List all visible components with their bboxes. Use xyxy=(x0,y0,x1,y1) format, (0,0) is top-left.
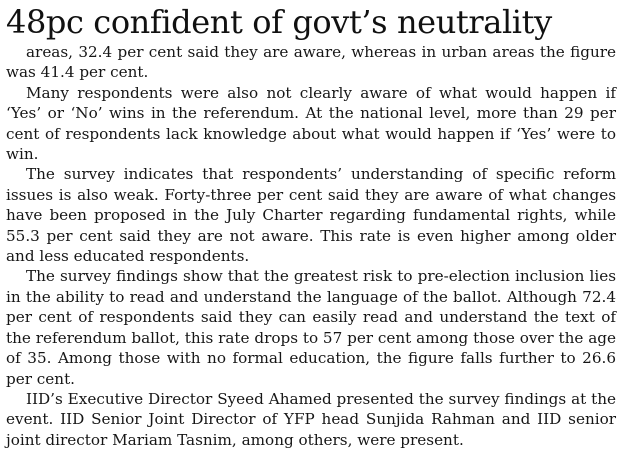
article-paragraph-ballot-literacy: The survey findings show that the greatest risk to pre-election inclusion lies in the ability to read and understand the language of the ballot. Although 72.4 per cent of respondents said they can easily read and understand the text of the referendum ballot, this rate drops to 57 per cent among those over the age of 35. Among those with no formal education, the figure falls further to 26.6 per cent. xyxy=(6,267,616,388)
article-paragraph-referendum-awareness: Many respondents were also not clearly aware of what would happen if ‘Yes’ or ‘No’ wins in the referendum. At the national level, more than 29 per cent of respondents lack knowledge about what would happen if ‘Yes’ were to win. xyxy=(6,83,616,164)
article-body xyxy=(6,42,616,450)
article-paragraph-presenters: IID’s Executive Director Syeed Ahamed presented the survey findings at the event. IID Senior Joint Director of YFP head Sunjida Rahman and IID senior joint director Mariam Tasnim, among others, were present. xyxy=(6,389,616,449)
article-paragraph-continued: areas, 32.4 per cent said they are aware, whereas in urban areas the figure was 41.4 per cent. xyxy=(6,43,616,82)
news-article xyxy=(6,2,616,450)
article-paragraph-reform-understanding: The survey indicates that respondents’ understanding of specific reform issues is also weak. Forty-three per cent said they are aware of what changes have been proposed in the July Charter regarding fundamental rights, while 55.3 per cent said they are not aware. This rate is even higher among older and less educated respondents. xyxy=(6,165,616,266)
article-headline: 48pc confident of govt’s neutrality xyxy=(6,3,552,41)
